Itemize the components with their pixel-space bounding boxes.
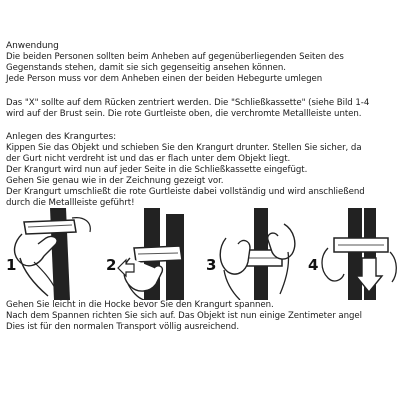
figure-number: 3: [206, 256, 217, 274]
figure-number: 2: [106, 256, 117, 274]
heading-anlegen: Anlegen des Krangurtes:: [6, 132, 117, 142]
figure-number: 1: [6, 256, 17, 274]
figure-2: [104, 208, 200, 300]
text-line: durch die Metallleiste geführt!: [6, 198, 135, 208]
text-line: Nach dem Spannen richten Sie sich auf. Das Objekt ist nun einige Zentimeter angel: [6, 311, 362, 321]
text-line: Der Krangurt umschließt die rote Gurtleiste dabei vollständig und wird anschließend: [6, 187, 365, 197]
hand-sliding-buckle-illustration: [4, 208, 100, 300]
text-line: Das "X" sollte auf dem Rücken zentriert werden. Die "Schließkassette" (siehe Bild 1-4: [6, 98, 370, 108]
heading-anwendung: Anwendung: [6, 41, 59, 51]
text-line: wird auf der Brust sein. Die rote Gurtleiste oben, die verchromte Metallleiste unten.: [6, 109, 362, 119]
text-line: der Gurt nicht verdreht ist und das er flach unter dem Objekt liegt.: [6, 154, 291, 164]
figure-4: [304, 208, 400, 300]
figure-1: [4, 208, 100, 300]
illustration-strip: [0, 208, 400, 300]
text-line: Gehen Sie genau wie in der Zeichnung gezeigt vor.: [6, 176, 224, 186]
figure-3: [204, 208, 300, 300]
text-line: Gehen Sie leicht in die Hocke bevor Sie den Krangurt spannen.: [6, 300, 274, 310]
strap-threading-illustration: [104, 208, 200, 300]
text-line: Jede Person muss vor dem Anheben einen der beiden Hebegurte umlegen: [6, 74, 323, 84]
text-line: Gegenstands stehen, damit sie sich gegenseitig ansehen können.: [6, 63, 286, 73]
text-line: Die beiden Personen sollten beim Anheben auf gegenüberliegenden Seiten des: [6, 52, 344, 62]
figure-number: 4: [308, 256, 319, 274]
strap-tightening-arrow-illustration: [304, 208, 400, 300]
text-line: Der Krangurt wird nun auf jeder Seite in die Schließkassette eingefügt.: [6, 165, 308, 175]
text-line: Dies ist für den normalen Transport völlig ausreichend.: [6, 322, 240, 332]
hands-pulling-strap-illustration: [204, 208, 300, 300]
text-line: Kippen Sie das Objekt und schieben Sie den Krangurt drunter. Stellen Sie sicher, da: [6, 143, 362, 153]
